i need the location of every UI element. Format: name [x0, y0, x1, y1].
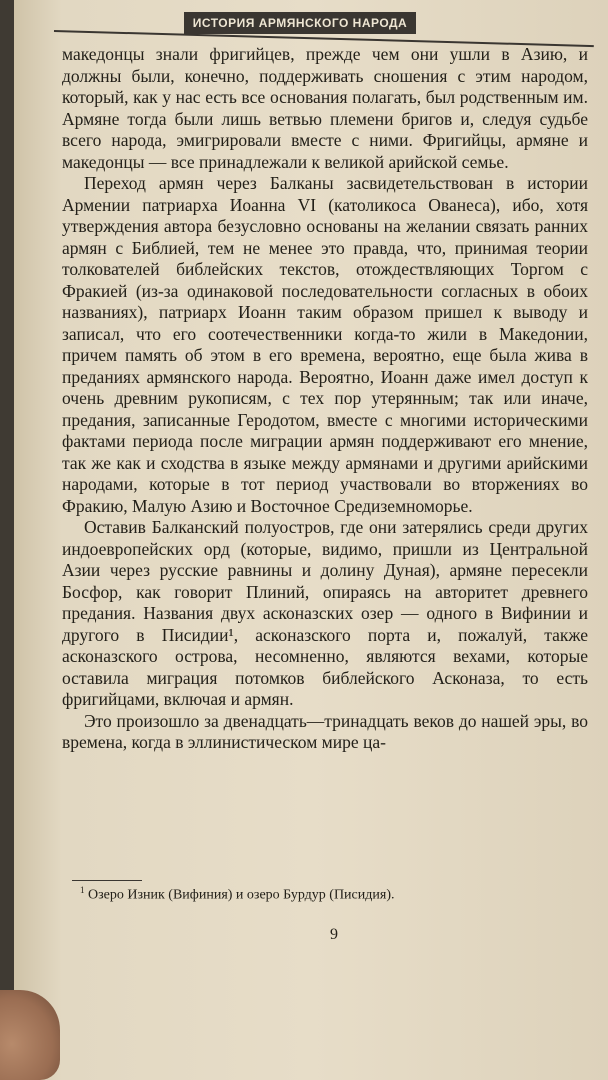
body-text [62, 44, 588, 754]
footnote [80, 885, 580, 904]
paragraph-4: Это произошло за двенадцать—тринадцать веков до нашей эры, во времена, когда в эллинистическом мире ца- [62, 710, 588, 752]
paragraph-3: Оставив Балканский полуостров, где они затерялись среди других индоевропейских орд (которые, видимо, пришли из Центральной Азии через русские равнины и долину Дуная), армяне пересекли Босфор, как говорит Плиний, опираясь на авторитет древнего предания. Названия двух асконазских озер — одного в Вифинии и другого в Писидии¹, асконазского порта и, пожалуй, также асконазского острова, несомненно, являются вехами, которые оставила миграция потомков библейского Асконаза, то есть фригийцами, включая и армян. [62, 517, 588, 709]
paragraph-2: Переход армян через Балканы засвидетельствован в истории Армении патриарха Иоанна VI (католикоса Ованеса), ибо, хотя утверждения автора безусловно основаны на желании связать ранних армян с Библией, тем не менее это правда, что, принимая теории толкователей библейских текстов, отождествляющих Торгом с Фракией (из-за одинаковой последовательности согласных в обоих названиях), патриарх Иоанн таким образом пришел к выводу и записал, что его соотечественники когда-то жили в Македонии, причем память об этом в его времена, вероятно, еще была жива в преданиях армянского народа. Вероятно, Иоанн даже имел доступ к очень древним рукописям, с тех пор утерянным; так или иначе, предания, записанные Геродотом, вместе с многими историческими фактами периода после миграции армян поддерживают его мнение, так же как и сходства в языке между армянами и другими арийскими народами, которые в тот период участвовали во вторжениях во Фракию, Малую Азию и Восточное Средиземноморье. [62, 173, 588, 516]
running-header [184, 12, 416, 34]
paragraph-1: македонцы знали фригийцев, прежде чем они ушли в Азию, и должны были, конечно, поддерживать сношения с этим народом, который, как у нас есть все основания полагать, был родственным им. Армяне тогда были лишь ветвью племени бригов и, следуя судьбе всего народа, эмигрировали вместе с ними. Фригийцы, армяне и македонцы — все принадлежали к великой арийской семье. [62, 44, 588, 172]
book-page [14, 0, 608, 1080]
page-number: 9 [330, 926, 338, 943]
footnote-marker: 1 [80, 885, 85, 895]
running-header-title: ИСТОРИЯ АРМЯНСКОГО НАРОДА [192, 16, 408, 30]
footnote-text: Озеро Изник (Вифиния) и озеро Бурдур (Писидия). [88, 887, 395, 903]
footnote-rule [72, 880, 142, 881]
